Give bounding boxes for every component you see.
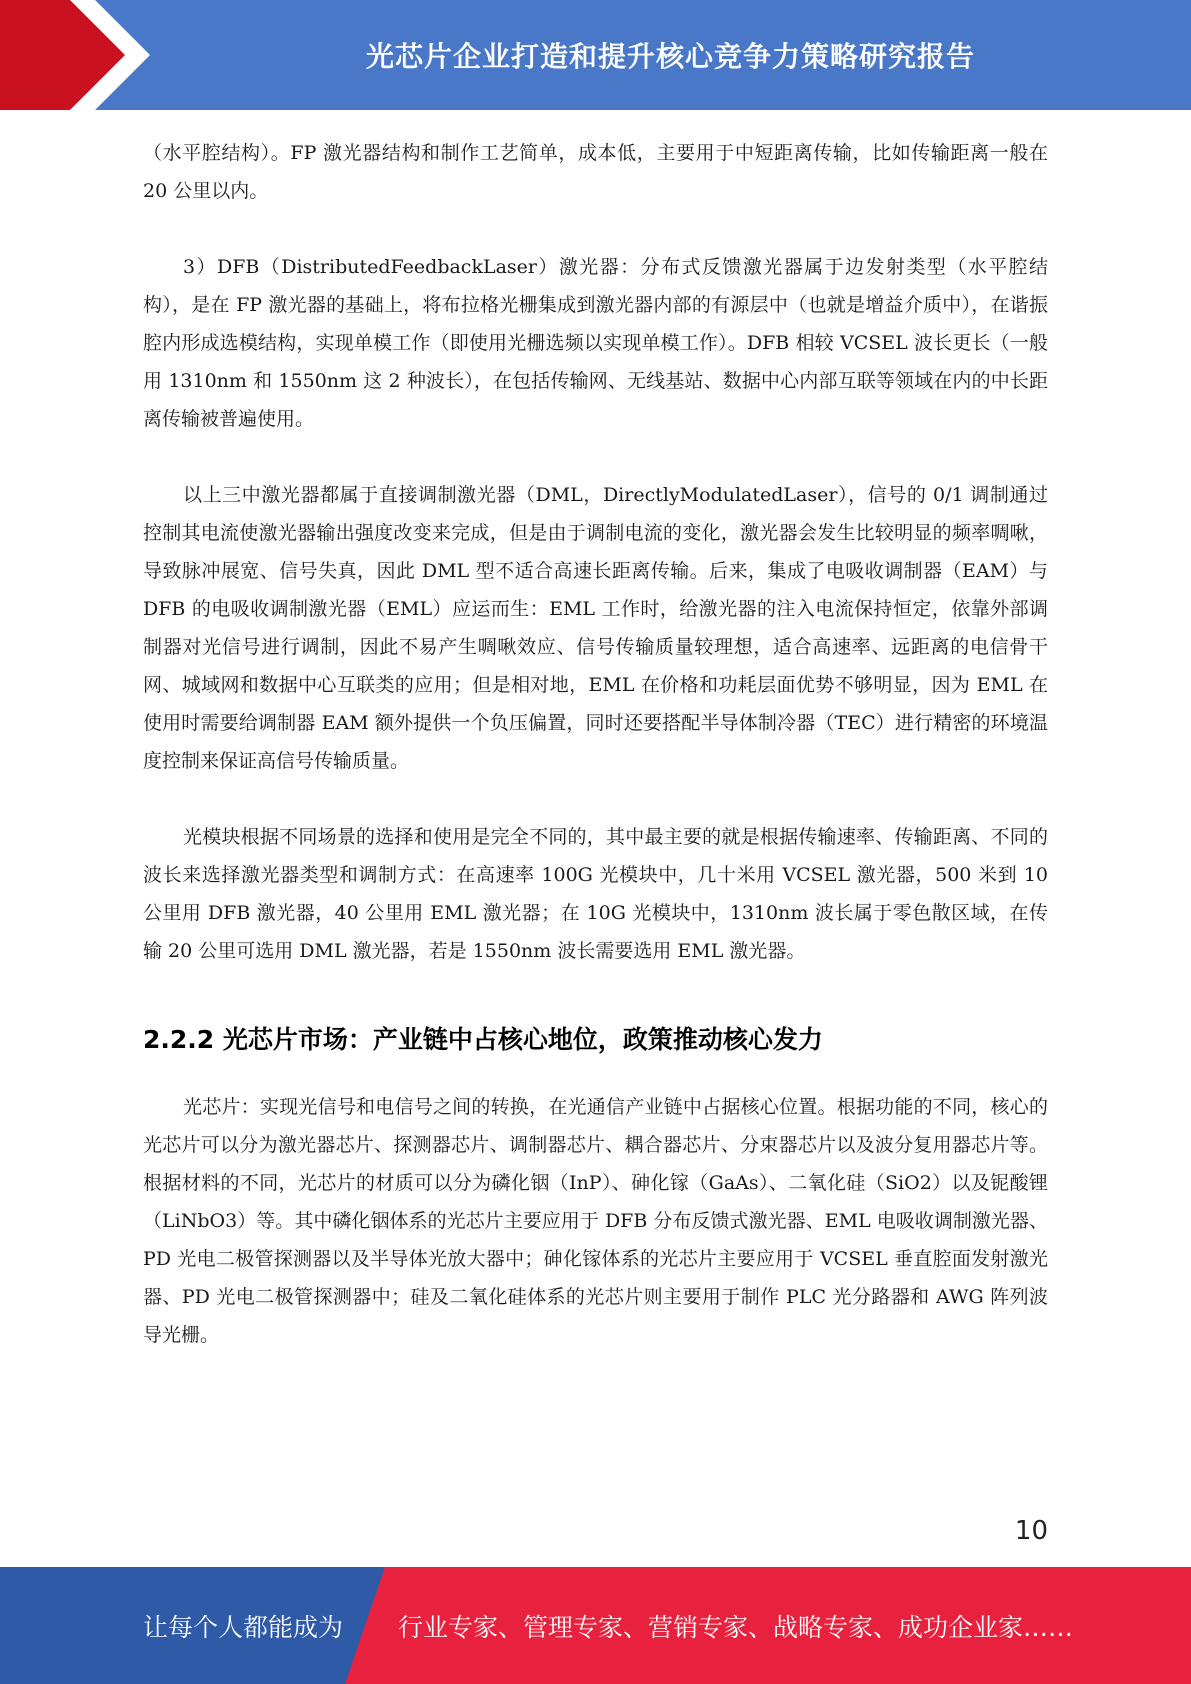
page-number: 10 — [1014, 1516, 1048, 1546]
paragraph-optical-module: 光模块根据不同场景的选择和使用是完全不同的，其中最主要的就是根据传输速率、传输距离、不同的波长来选择激光器类型和调制方式：在高速率 100G 光模块中，几十米用 VCSEL 激光器，500 米到 10 公里用 DFB 激光器，40 公里用 EML 激光器；在 10G 光模块中，1310nm 波长属于零色散区域，在传输 20 公里可选用 DML 激光器，若是 1550nm 波长需要选用 EML 激光器。 — [143, 826, 1048, 962]
paragraph-dfb-laser: 3）DFB（DistributedFeedbackLaser）激光器：分布式反馈激光器属于边发射类型（水平腔结构），是在 FP 激光器的基础上，将布拉格光栅集成到激光器内部的有源层中（也就是增益介质中），在谐振腔内形成选模结构，实现单模工作（即使用光栅选频以实现单模工作）。DFB 相较 VCSEL 波长更长（一般用 1310nm 和 1550nm 这 2 种波长），在包括传输网、无线基站、数据中心内部互联等领域在内的中长距离传输被普遍使用。 — [143, 256, 1048, 430]
paragraph-dml-eml: 以上三中激光器都属于直接调制激光器（DML，DirectlyModulatedLaser），信号的 0/1 调制通过控制其电流使激光器输出强度改变来完成，但是由于调制电流的变化，激光器会发生比较明显的频率啁啾，导致脉冲展宽、信号失真，因此 DML 型不适合高速长距离传输。后来，集成了电吸收调制器（EAM）与 DFB 的电吸收调制激光器（EML）应运而生：EML 工作时，给激光器的注入电流保持恒定，依靠外部调制器对光信号进行调制，因此不易产生啁啾效应、信号传输质量较理想，适合高速率、远距离的电信骨干网、城域网和数据中心互联类的应用；但是相对地，EML 在价格和功耗层面优势不够明显，因为 EML 在使用时需要给调制器 EAM 额外提供一个负压偏置，同时还要搭配半导体制冷器（TEC）进行精密的环境温度控制来保证高信号传输质量。 — [143, 484, 1048, 772]
page-footer — [0, 1567, 1191, 1684]
footer-slogan-left: 让每个人都能成为 — [143, 1612, 344, 1642]
paragraph-fp-laser-cont: （水平腔结构）。FP 激光器结构和制作工艺简单，成本低，主要用于中短距离传输，比如传输距离一般在 20 公里以内。 — [143, 142, 1048, 202]
header-arrow-decoration — [0, 0, 160, 110]
footer-slogan-right: 行业专家、管理专家、营销专家、战略专家、成功企业家…… — [398, 1612, 1074, 1642]
section-heading: 2.2.2 光芯片市场：产业链中占核心地位，政策推动核心发力 — [143, 1025, 823, 1054]
report-title: 光芯片企业打造和提升核心竞争力策略研究报告 — [365, 40, 975, 73]
page-header — [0, 0, 1191, 110]
paragraph-optical-chip: 光芯片：实现光信号和电信号之间的转换，在光通信产业链中占据核心位置。根据功能的不同，核心的光芯片可以分为激光器芯片、探测器芯片、调制器芯片、耦合器芯片、分束器芯片以及波分复用器芯片等。根据材料的不同，光芯片的材质可以分为磷化铟（InP）、砷化镓（GaAs）、二氧化硅（SiO2）以及铌酸锂（LiNbO3）等。其中磷化铟体系的光芯片主要应用于 DFB 分布反馈式激光器、EML 电吸收调制激光器、PD 光电二极管探测器以及半导体光放大器中；砷化镓体系的光芯片主要应用于 VCSEL 垂直腔面发射激光器、PD 光电二极管探测器中；硅及二氧化硅体系的光芯片则主要用于制作 PLC 光分路器和 AWG 阵列波导光栅。 — [143, 1096, 1048, 1346]
page-content — [143, 134, 1048, 1354]
